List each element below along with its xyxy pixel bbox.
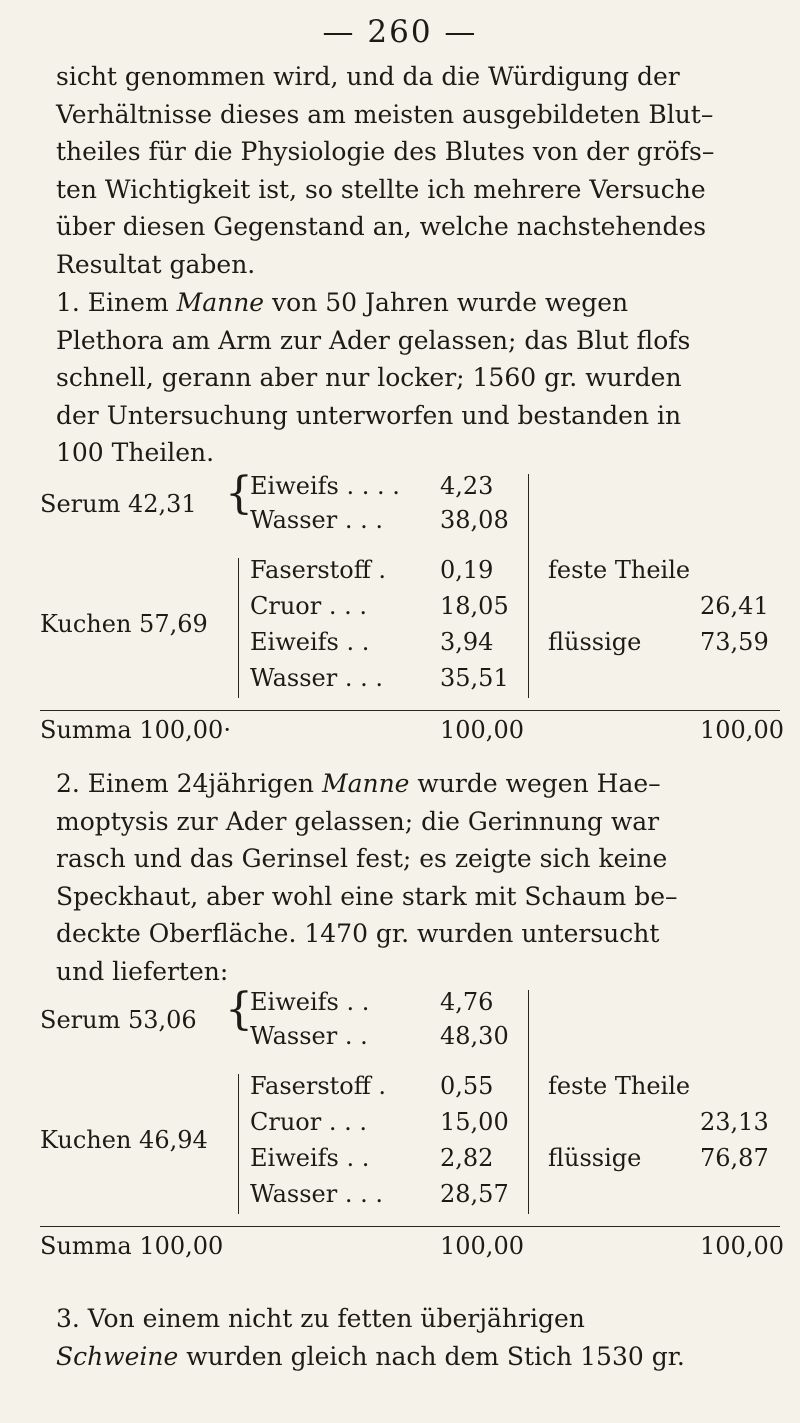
feste-value: 26,41 <box>700 592 769 620</box>
text-line: Verhältnisse dieses am meisten ausgebildeten Blut– <box>56 99 714 129</box>
right-brace <box>528 474 529 698</box>
case-2-table <box>40 984 784 1260</box>
page-number-header: — 260 — <box>322 14 478 50</box>
right-brace <box>528 990 529 1214</box>
component-name: Wasser . . <box>250 1022 368 1050</box>
component-name: Faserstoff . <box>250 1072 387 1100</box>
table-row <box>40 472 780 508</box>
kuchen-label: Kuchen 57,69 <box>40 610 208 638</box>
table-row <box>40 592 780 628</box>
component-value: 15,00 <box>440 1108 509 1136</box>
table-row <box>40 1144 780 1180</box>
fluessige-value: 73,59 <box>700 628 769 656</box>
table-row <box>40 1180 780 1216</box>
component-value: 4,76 <box>440 988 494 1016</box>
serum-label: Serum 53,06 <box>40 1006 197 1034</box>
case-1-table <box>40 468 784 744</box>
component-name: Eiweifs . . <box>250 988 370 1016</box>
table-row <box>40 664 780 700</box>
summa-total: 100,00 <box>700 716 784 744</box>
component-value: 48,30 <box>440 1022 509 1050</box>
summa-value: 100,00 <box>440 716 524 744</box>
text-line: und lieferten: <box>56 956 229 986</box>
serum-label: Serum 42,31 <box>40 490 197 518</box>
component-value: 0,55 <box>440 1072 494 1100</box>
text-line: deckte Oberfläche. 1470 gr. wurden untersucht <box>56 919 660 948</box>
component-name: Cruor . . . <box>250 1108 367 1136</box>
intro-paragraph <box>56 58 776 283</box>
case-1-paragraph <box>56 284 776 472</box>
text-line: moptysis zur Ader gelassen; die Gerinnung war <box>56 806 660 836</box>
component-name: Faserstoff . <box>250 556 387 584</box>
text-line: ten Wichtigkeit ist, so stellte ich mehrere Versuche <box>56 174 706 204</box>
text-line: sicht genommen wird, und da die Würdigung der <box>56 62 680 91</box>
component-name: Eiweifs . . <box>250 628 370 656</box>
component-name: Cruor . . . <box>250 592 367 620</box>
text-line: Plethora am Arm zur Ader gelassen; das Blut flofs <box>56 325 691 355</box>
summa-label: Summa 100,00 <box>40 1232 224 1260</box>
fluessige-label: flüssige <box>548 628 642 656</box>
fluessige-label: flüssige <box>548 1144 642 1172</box>
component-name: Wasser . . . <box>250 506 383 534</box>
component-name: Wasser . . . <box>250 664 383 692</box>
summa-value: 100,00 <box>440 1232 524 1260</box>
sum-rule <box>40 1226 780 1227</box>
component-value: 3,94 <box>440 628 494 656</box>
text-line: theiles für die Physiologie des Blutes von der gröfs– <box>56 137 715 166</box>
text-line: 100 Theilen. <box>56 438 215 467</box>
feste-label: feste Theile <box>548 556 691 584</box>
summa-label: Summa 100,00· <box>40 716 231 744</box>
text-line: 2. Einem 24jährigen Manne wurde wegen Hae– <box>56 769 661 798</box>
table-row <box>40 506 780 542</box>
feste-value: 23,13 <box>700 1108 769 1136</box>
component-value: 2,82 <box>440 1144 494 1172</box>
case-3-paragraph <box>56 1300 776 1375</box>
feste-label: feste Theile <box>548 1072 691 1100</box>
left-brace: { <box>225 468 253 519</box>
kuchen-label: Kuchen 46,94 <box>40 1126 208 1154</box>
fluessige-value: 76,87 <box>700 1144 769 1172</box>
component-value: 28,57 <box>440 1180 509 1208</box>
component-value: 38,08 <box>440 506 509 534</box>
component-value: 18,05 <box>440 592 509 620</box>
component-value: 0,19 <box>440 556 494 584</box>
table-row <box>40 1108 780 1144</box>
text-line: Resultat gaben. <box>56 249 256 279</box>
text-line: der Untersuchung unterworfen und bestanden in <box>56 400 682 430</box>
text-line: Speckhaut, aber wohl eine stark mit Schaum be– <box>56 881 678 911</box>
component-name: Eiweifs . . <box>250 1144 370 1172</box>
component-name: Eiweifs . . . . <box>250 472 400 500</box>
component-value: 4,23 <box>440 472 494 500</box>
text-line: Schweine wurden gleich nach dem Stich 1530 gr. <box>56 1341 685 1371</box>
case-2-paragraph <box>56 765 776 990</box>
table-row <box>40 628 780 664</box>
table-row <box>40 988 780 1024</box>
component-value: 35,51 <box>440 664 509 692</box>
summa-total: 100,00 <box>700 1232 784 1260</box>
text-line: rasch und das Gerinsel fest; es zeigte sich keine <box>56 844 668 873</box>
text-line: über diesen Gegenstand an, welche nachstehendes <box>56 212 707 241</box>
text-line: 3. Von einem nicht zu fetten überjährigen <box>56 1304 585 1333</box>
text-line: 1. Einem Manne von 50 Jahren wurde wegen <box>56 288 629 317</box>
table-row <box>40 1022 780 1058</box>
left-brace: { <box>225 984 253 1035</box>
text-line: schnell, gerann aber nur locker; 1560 gr. wurden <box>56 363 682 392</box>
component-name: Wasser . . . <box>250 1180 383 1208</box>
sum-rule <box>40 710 780 711</box>
